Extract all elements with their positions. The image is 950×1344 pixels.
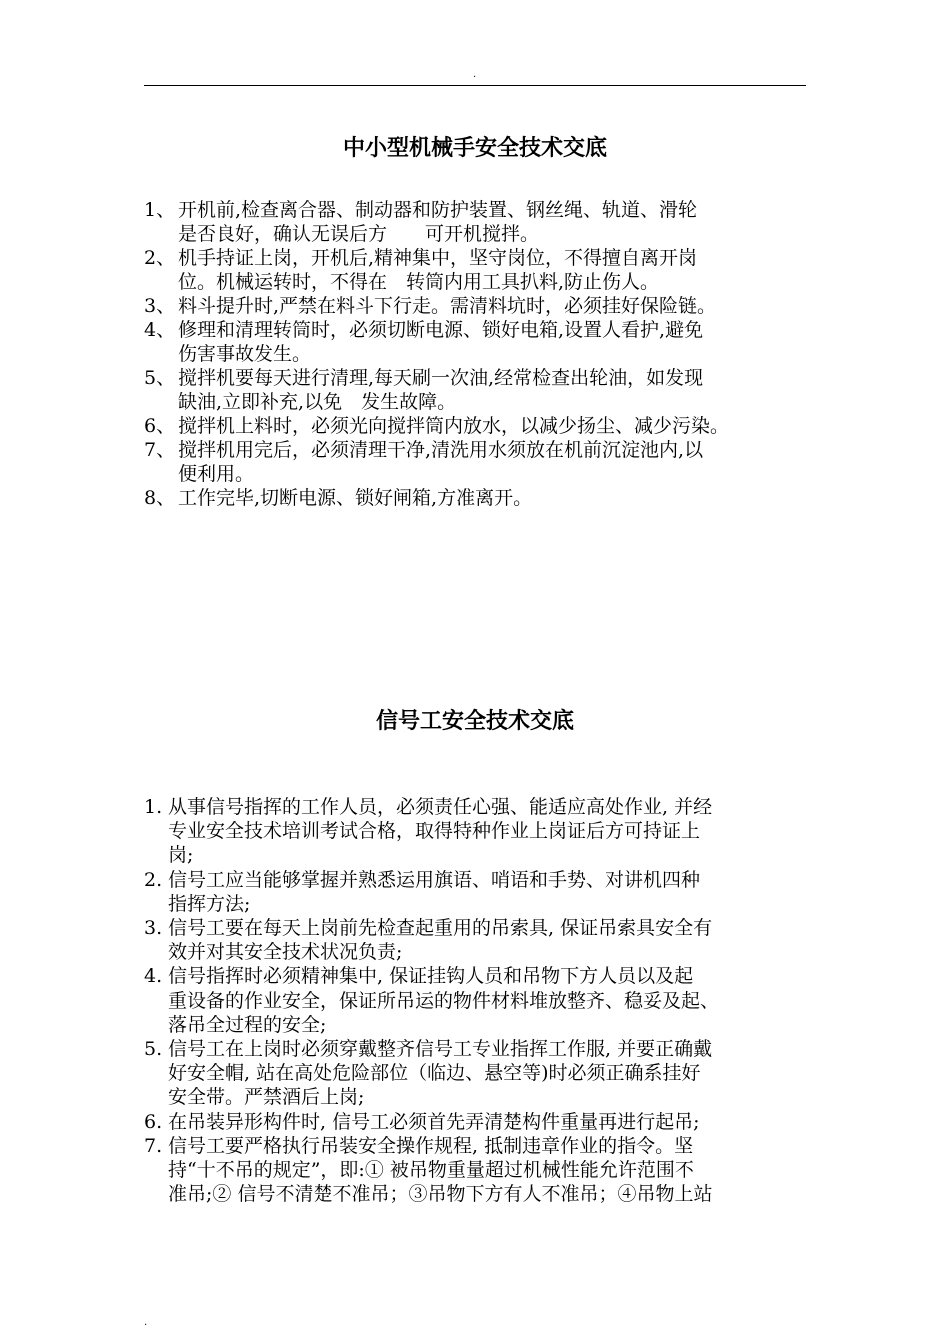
item-number: 7、: [144, 439, 176, 461]
item-number: 1、: [144, 199, 176, 221]
section1-list: [144, 198, 824, 510]
item-text-line: 指挥方法;: [168, 892, 251, 915]
item-number: 6、: [144, 415, 176, 437]
list-item: [144, 198, 824, 246]
section2-list: [144, 795, 824, 1206]
item-text-line: 持“十不吊的规定”，即:① 被吊物重量超过机械性能允许范围不: [168, 1159, 694, 1182]
item-number: 6.: [144, 1110, 163, 1133]
item-text-line: 信号工要严格执行吊装安全操作规程, 抵制违章作业的指令。坚: [168, 1134, 694, 1157]
list-item: [144, 366, 824, 414]
list-item: [144, 916, 824, 964]
item-number: 3、: [144, 295, 176, 317]
item-text-line: 信号工应当能够掌握并熟悉运用旗语、哨语和手势、对讲机四种: [168, 868, 701, 891]
item-number: 4、: [144, 319, 176, 341]
item-text-line: 修理和清理转筒时，必须切断电源、锁好电箱,设置人看护,避免: [178, 319, 704, 341]
item-number: 7.: [144, 1134, 163, 1157]
item-number: 8、: [144, 487, 176, 509]
item-number: 2、: [144, 247, 176, 269]
item-text-line: 便利用。: [178, 463, 255, 485]
list-item: [144, 795, 824, 868]
item-text-line: 信号指挥时必须精神集中, 保证挂钩人员和吊物下方人员以及起: [168, 965, 694, 988]
list-item: [144, 414, 824, 438]
item-text-line: 安全带。严禁酒后上岗;: [168, 1086, 365, 1109]
list-item: [144, 294, 824, 318]
item-text-line: 搅拌机用完后，必须清理干净,清洗用水须放在机前沉淀池内,以: [178, 439, 704, 461]
item-number: 5.: [144, 1038, 163, 1061]
item-text-line: 是否良好，确认无误后方 可开机搅拌。: [178, 223, 540, 245]
item-text-line: 伤害事故发生。: [178, 343, 312, 365]
footer-mark: .: [144, 1317, 148, 1328]
list-item: [144, 438, 824, 486]
item-number: 2.: [144, 868, 163, 891]
item-text-line: 专业安全技术培训考试合格，取得特种作业上岗证后方可持证上: [168, 820, 701, 843]
item-text-line: 从事信号指挥的工作人员，必须责任心强、能适应高处作业, 并经: [168, 796, 713, 818]
item-text-line: 开机前,检查离合器、制动器和防护装置、钢丝绳、轨道、滑轮: [178, 199, 698, 221]
item-text-line: 准吊;② 信号不清楚不准吊；③吊物下方有人不准吊；④吊物上站: [168, 1183, 713, 1206]
item-number: 1.: [144, 796, 163, 818]
item-text-line: 在吊装异形构件时, 信号工必须首先弄清楚构件重量再进行起吊;: [168, 1110, 700, 1133]
list-item: [144, 1134, 824, 1207]
section1-title: 中小型机械手安全技术交底: [342, 136, 607, 161]
item-text-line: 信号工在上岗时必须穿戴整齐信号工专业指挥工作服, 并要正确戴: [168, 1038, 713, 1061]
item-text-line: 好安全帽, 站在高处危险部位（临边、悬空等)时必须正确系挂好: [168, 1062, 701, 1085]
item-text-line: 岗;: [168, 844, 194, 867]
list-item: [144, 964, 824, 1037]
item-text-line: 位。机械运转时，不得在 转筒内用工具扒料,防止伤人。: [178, 271, 660, 293]
item-number: 5、: [144, 367, 176, 389]
list-item: [144, 1037, 824, 1110]
item-text-line: 机手持证上岗，开机后,精神集中，坚守岗位，不得擅自离开岗: [178, 247, 698, 269]
header-rule: [144, 85, 806, 86]
item-text-line: 料斗提升时,严禁在料斗下行走。需清料坑时，必须挂好保险链。: [178, 295, 717, 317]
item-text-line: 缺油,立即补充,以免 发生故障。: [178, 391, 457, 413]
header-mark: .: [473, 69, 477, 80]
section2-title: 信号工安全技术交底: [375, 709, 574, 734]
item-text-line: 信号工要在每天上岗前先检查起重用的吊索具, 保证吊索具安全有: [168, 917, 713, 940]
item-number: 4.: [144, 965, 163, 988]
item-text-line: 工作完毕,切断电源、锁好闸箱,方准离开。: [178, 487, 533, 509]
item-text-line: 效并对其安全技术状况负责;: [168, 941, 403, 964]
item-text-line: 搅拌机上料时，必须光向搅拌筒内放水，以减少扬尘、减少污染。: [178, 415, 730, 437]
item-text-line: 重设备的作业安全，保证所吊运的物件材料堆放整齐、稳妥及起、: [168, 989, 720, 1012]
list-item: [144, 246, 824, 294]
list-item: [144, 318, 824, 366]
item-text-line: 搅拌机要每天进行清理,每天刷一次油,经常检查出轮油，如发现: [178, 367, 704, 389]
list-item: [144, 868, 824, 916]
list-item: [144, 486, 824, 510]
item-number: 3.: [144, 917, 163, 940]
item-text-line: 落吊全过程的安全;: [168, 1013, 327, 1036]
list-item: [144, 1110, 824, 1134]
